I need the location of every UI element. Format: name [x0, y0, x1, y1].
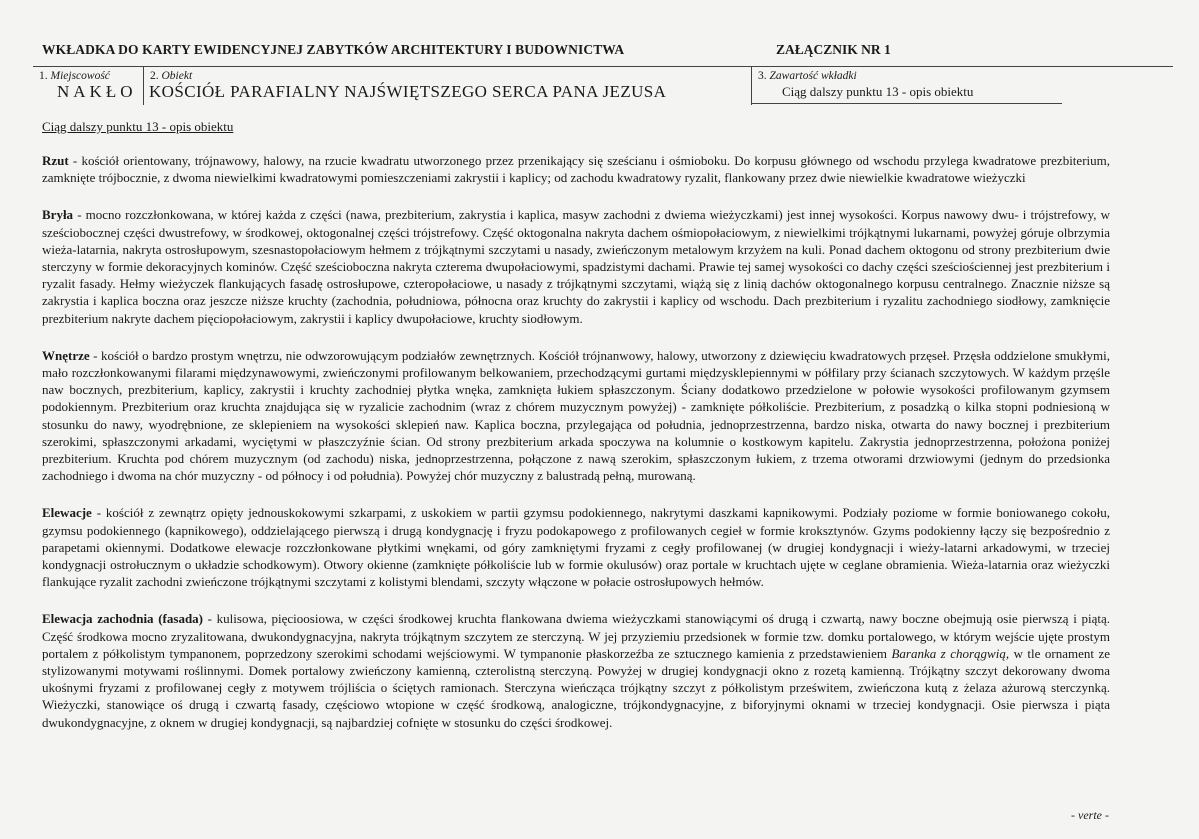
content-label: 3. Zawartość wkładki [758, 70, 857, 82]
text-elewacja-zachodnia-b: w tle ornament ze stylizowanymi motywami roślinnymi. Domek portalowy zwieńczony kamienną, czterolistną sterczyną. Powyżej w drugiej kondygnacji okno z rozetą kamienną. Trójkątny szczyt dekorowany dwoma ukośnymi fryzami z profilowanej cegły z motywem trójliścia o ściętych ramionach. Sterczyna wieńcząca trójkątny szczyt z półkolistym prześwitem, zwieńczona kutą z żelaza ażurową sterczynką. Wieżyczki, stanowiące oś drugą i czwartą fasady, częściowo wtopione w część środkową, analogiczne, trójkondygnacyjne, z biforyjnymi oknami w trzeciej kondygnacji. Osie pierwsza i piąta dwukondygnacyjne, z oknem w drugiej kondygnacji, są najbardziej cofnięte w stosunku do części środkowej. [42, 645, 1111, 730]
paragraph-wnetrze [42, 347, 1110, 485]
text-rzut: - kościół orientowany, trójnawowy, halowy, na rzucie kwadratu utworzonego przez przenikający się sześcianu i ośmioboku. Do korpusu głównego od wschodu przylega kwadratowe prezbiterium, zamknięte trójbocznie, z dwoma niewielkimi kwadratowymi pomieszczeniami zakrystii i kaplicy; od zachodu kwadratowy ryzalit, flankowany przez dwie niewielkie kwadratowe wieżyczki [42, 153, 1110, 186]
term-bryla: Bryła [42, 207, 74, 223]
description-body [42, 152, 1110, 751]
text-elewacje: - kościół z zewnątrz opięty jednouskokowymi szkarpami, z uskokiem w partii gzymsu podokiennego, nakrytymi daszkami kapnikowymi. Podziały poziome w formie boniowanego cokołu, gzymsu podokiennego (kapnikowego), oddzielającego pierwszą i drugą kondygnację i fryzu podokapowego z profilowanych cegieł w formie kroksztynów. Gzyms podokienny łączy się bezpośrednio z parapetami okiennymi. Dodatkowe elewacje rozczłonkowane płytkimi wnękami, od góry zamkniętymi fryzami z cegły profilowanej (w drugiej kondygnacji i wieży-latarni arkadowymi, w trzeciej kondygnacji ostrołucznym o układzie schodkowym). Otwory okienne (zamknięte półkoliście lub w formie okulusów) oraz portale w kruchtach ujęte w ceglane obramienia. Wieża-latarnia oraz wieżyczki flankujące ryzalit zachodni zwieńczone trójkątnymi szczytami z kolistymi blendami, szczyty włączone w połacie ostrosłupowych hełmów. [42, 505, 1110, 590]
section-title: Ciąg dalszy punktu 13 - opis obiektu [42, 119, 234, 134]
place-value: NAKŁO [57, 82, 137, 101]
document-title: WKŁADKA DO KARTY EWIDENCYJNEJ ZABYTKÓW ARCHITEKTURY I BUDOWNICTWA [42, 42, 625, 57]
object-value: KOŚCIÓŁ PARAFIALNY NAJŚWIĘTSZEGO SERCA PANA JEZUSA [149, 82, 667, 101]
form-header-row [33, 66, 1173, 107]
paragraph-bryla [42, 206, 1110, 326]
paragraph-elewacja-zachodnia [42, 610, 1110, 730]
term-rzut: Rzut [42, 153, 69, 168]
text-bryla: - mocno rozczłonkowana, w której każda z części (nawa, prezbiterium, zakrystia i kaplica, masyw zachodni z dwiema wieżyczkami) jest innej wysokości. Korpus nawowy dwu- i trójstrefowy, w sześciobocznej części dwustrefowy, w środkowej, oktogonalnej części trójstrefowy. Część oktogonalna nakryta dachem ośmiopołaciowym, z niewielkimi trójkątnymi lukarnami, powyżej góruje olbrzymia wieża-latarnia, nakryta ostrosłupowym, szesnastopołaciowym hełmem z trójkątnymi szczytami u nasady, zwieńczonym metalowym krzyżem na kuli. Ponad dachem oktogonu od strony prezbiterium dwie sterczyny w formie dekoracyjnych kominów. Część sześcioboczna nakryta czterema dwupołaciowymi, spadzistymi dachami. Prawie tej samej wysokości co dachy części sześciościennej jest prezbiterium i ryzalit fasady. Hełmy wieżyczek flankujących fasadę ostrosłupowe, czteropołaciowe, u nasady z trójkątnymi szczytami, wiążą się z linią dachów oktogonalnego korpusu centralnego. Znacznie niższe są zakrystia i kaplica boczna oraz jeszcze niższe kruchty (zachodnia, południowa, północna oraz kruchty do zakrystii i kaplicy od wschodu. Dach prezbiterium i ryzalitu zachodniego siodłowy, zamknięcie prezbiterium nakryte dachem pięciopołaciowym, zakrystii i kaplicy dwupołaciowe, kruchty siodłowym. [42, 207, 1110, 326]
object-cell [144, 67, 752, 105]
text-elewacja-zachodnia-italic: Baranka z chorągwią, [891, 645, 1010, 661]
verte-note: - verte - [1071, 808, 1109, 822]
content-value: Ciąg dalszy punktu 13 - opis obiektu [782, 84, 974, 99]
text-wnetrze: - kościół o bardzo prostym wnętrzu, nie odwzorowującym podziałów zewnętrznych. Kościół trójnanwowy, halowy, utworzony z dziewięciu kwadratowych przęseł. Przęsła oddzielone smukłymi, mało rozczłonkowanymi filarami międzynawowymi, zwieńczonymi profilowanym belkowaniem, przechodzącymi gurtami międzysklepiennymi w półfilary przy ścianach szczytowych. W każdym przęśle naw bocznych, prezbiterium, kaplicy, zakrystii i kruchty zachodniej płytka wnęka, zamknięta łukiem spłaszczonym. Ściany dodatkowo przedzielone w połowie wysokości profilowanym gzymsem podokiennym. Prezbiterium oraz kruchta znajdująca się w ryzalicie zachodnim (wraz z chórem muzycznym powyżej) - zamknięte półkoliście. Prezbiterium, z posadzką o kilka stopni podniesioną w stosunku do nawy, wyodrębnione, ze sklepieniem na wysokości sklepień naw. Kaplica boczna, przylegająca od południa, jednoprzestrzenna, bardzo niska, otwarta do nawy bocznej i prezbiterium szerokimi, spłaszczonymi arkadami, wyciętymi w płaszczyźnie ścian. Od strony prezbiterium arkada spoczywa na kolumnie o kostkowym kapitelu. Zakrystia jednoprzestrzenna, położona poniżej prezbiterium. Kruchta pod chórem muzycznym (od zachodu) niska, jednoprzestrzenna, połączone z nawą szerokim, spłaszczonym łukiem, z trzema otworami drzwiowymi (jednym do przedsionka zachodniego i dwoma na chór muzyczny - od północy i od południa). Powyżej chór muzyczny z balustradą pełną, murowaną. [42, 347, 1110, 484]
text-elewacja-zachodnia-a: - kulisowa, pięcioosiowa, w części środkowej kruchta flankowana dwiema wieżyczkami stanowiącymi oś drugą i czwartą, nawy boczne obejmują osie pierwszą i piątą. Część środkowa mocno zryzalitowana, dwukondygnacyjna, nakryta trójkątnym szczytem ze sterczyną. W jej przyziemiu przedsionek w formie tzw. domku portalowego, w którym wejście ujęte prostym portalem z półkolistym tympanonem, poprzedzony szerokimi schodami wejściowymi. W tympanonie płaskorzeźba ze sztucznego kamienia z przedstawieniem [42, 611, 1110, 661]
term-elewacja-zachodnia: Elewacja zachodnia (fasada) [42, 611, 203, 627]
paragraph-elewacje [42, 504, 1110, 590]
place-label: 1. Miejscowość [39, 70, 110, 82]
term-wnetrze: Wnętrze [42, 347, 90, 363]
term-elewacje: Elewacje [42, 505, 92, 521]
content-cell [752, 67, 1062, 104]
paragraph-rzut [42, 152, 1110, 186]
place-cell [33, 67, 144, 105]
attachment-number: ZAŁĄCZNIK NR 1 [776, 42, 891, 57]
object-label: 2. Obiekt [150, 70, 193, 82]
